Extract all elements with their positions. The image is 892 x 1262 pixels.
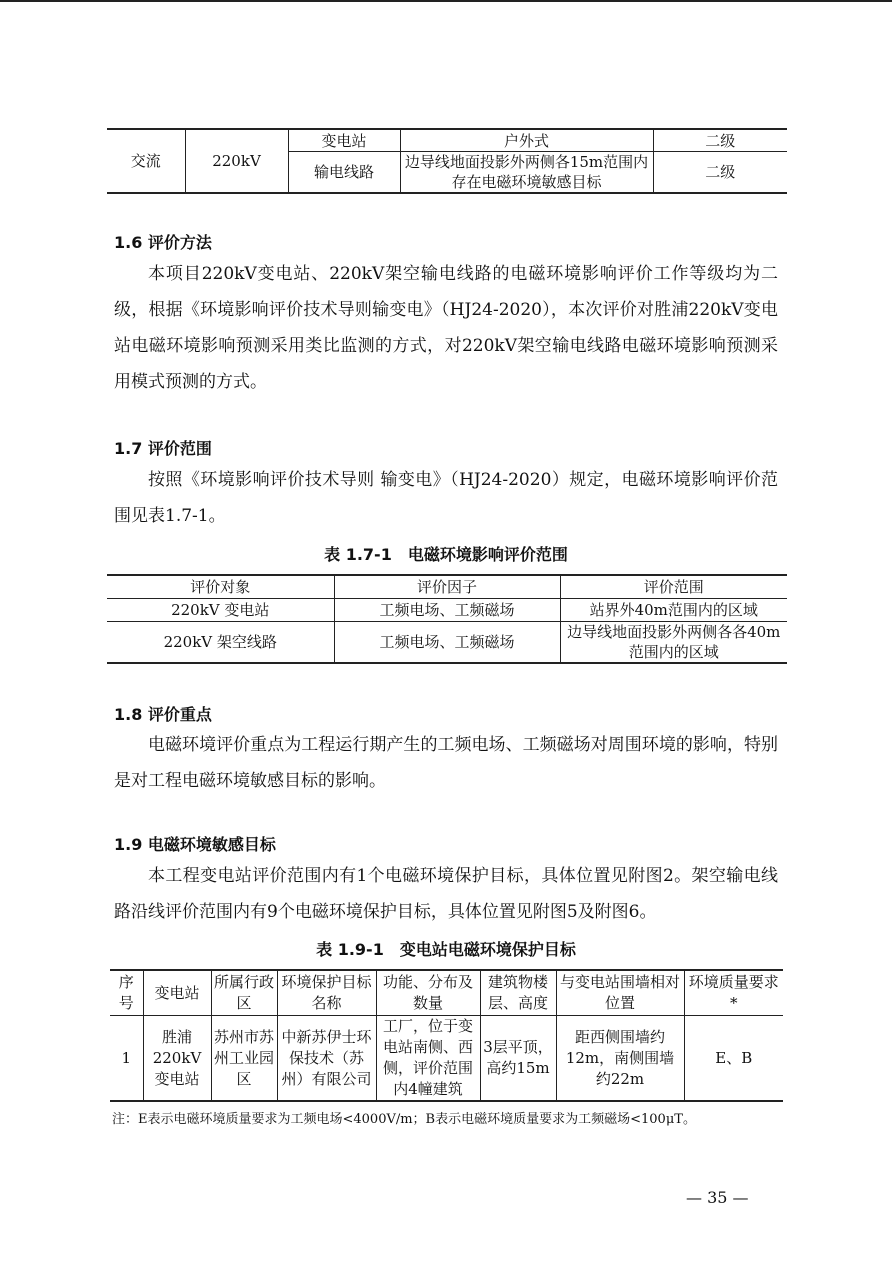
paragraph: 按照《环境影响评价技术导则 输变电》（HJ24-2020）规定，电磁环境影响评价范围见表1.7-1。 (114, 470, 778, 526)
column-header: 建筑物楼层、高度 (480, 970, 556, 1016)
section-heading-1-7: 1.7 评价范围 (114, 439, 212, 458)
column-header: 环境质量要求* (684, 970, 783, 1016)
table-header-row (110, 970, 783, 1016)
column-header: 评价对象 (107, 575, 334, 599)
page-number: — 35 — (686, 1188, 749, 1207)
column-header: 功能、分布及数量 (376, 970, 480, 1016)
assessment-level-table (107, 128, 787, 194)
table-cell: E、B (684, 1016, 783, 1102)
table-cell: 距西侧围墙约12m，南侧围墙约22m (556, 1016, 684, 1102)
table-cell: 220kV 变电站 (107, 599, 334, 622)
protection-target-table (110, 969, 783, 1102)
table-cell: 交流 (107, 129, 185, 193)
section-1-7-body (114, 462, 778, 534)
table-cell: 边导线地面投影外两侧各各40m范围内的区域 (560, 622, 787, 664)
table-cell: 220kV 架空线路 (107, 622, 334, 664)
paragraph: 电磁环境评价重点为工程运行期产生的工频电场、工频磁场对周围环境的影响，特别是对工程电磁环境敏感目标的影响。 (114, 735, 778, 791)
paragraph: 本工程变电站评价范围内有1个电磁环境保护目标，具体位置见附图2。架空输电线路沿线评价范围内有9个电磁环境保护目标，具体位置见附图5及附图6。 (114, 866, 778, 922)
table-cell: 边导线地面投影外两侧各15m范围内存在电磁环境敏感目标 (400, 152, 653, 194)
evaluation-range-table (107, 574, 787, 664)
table-cell: 220kV (185, 129, 288, 193)
table-cell: 工厂，位于变电站南侧、西侧，评价范围内4幢建筑 (376, 1016, 480, 1102)
table-header-row (107, 575, 787, 599)
table-cell: 工频电场、工频磁场 (334, 622, 560, 664)
table-cell: 3层平顶，高约15m (480, 1016, 556, 1102)
paragraph: 本项目220kV变电站、220kV架空输电线路的电磁环境影响评价工作等级均为二级，根据《环境影响评价技术导则输变电》（HJ24-2020），本次评价对胜浦220kV变电站电磁环境影响预测采用类比监测的方式，对220kV架空输电线路电磁环境影响预测采用模式预测的方式。 (114, 264, 778, 392)
table-cell: 输电线路 (288, 152, 400, 194)
column-header: 环境保护目标名称 (277, 970, 376, 1016)
column-header: 与变电站围墙相对位置 (556, 970, 684, 1016)
section-1-9-body (114, 858, 778, 930)
table-cell: 站界外40m范围内的区域 (560, 599, 787, 622)
column-header: 评价因子 (334, 575, 560, 599)
table-cell: 户外式 (400, 129, 653, 152)
column-header: 评价范围 (560, 575, 787, 599)
table-cell: 工频电场、工频磁场 (334, 599, 560, 622)
section-1-6-body (114, 256, 778, 400)
section-heading-1-9: 1.9 电磁环境敏感目标 (114, 835, 276, 854)
table-row (107, 622, 787, 664)
table-cell: 变电站 (288, 129, 400, 152)
column-header: 所属行政区 (211, 970, 277, 1016)
section-1-8-body (114, 727, 778, 799)
table-1-9-1-caption: 表 1.9-1 变电站电磁环境保护目标 (316, 940, 576, 959)
table-row (107, 599, 787, 622)
column-header: 序号 (110, 970, 143, 1016)
table-row (110, 1016, 783, 1102)
page-top-rule (0, 0, 892, 2)
table-cell: 中新苏伊士环保技术（苏州）有限公司 (277, 1016, 376, 1102)
table-row (107, 129, 787, 152)
section-heading-1-8: 1.8 评价重点 (114, 705, 212, 724)
table-cell: 二级 (653, 152, 787, 194)
table-cell: 二级 (653, 129, 787, 152)
table-1-7-1-caption: 表 1.7-1 电磁环境影响评价范围 (324, 545, 568, 564)
section-heading-1-6: 1.6 评价方法 (114, 233, 212, 252)
table-cell: 苏州市苏州工业园区 (211, 1016, 277, 1102)
table-footnote: 注：E表示电磁环境质量要求为工频电场<4000V/m；B表示电磁环境质量要求为工频磁场<100μT。 (112, 1112, 696, 1127)
table-cell: 胜浦220kV变电站 (143, 1016, 211, 1102)
table-cell: 1 (110, 1016, 143, 1102)
column-header: 变电站 (143, 970, 211, 1016)
